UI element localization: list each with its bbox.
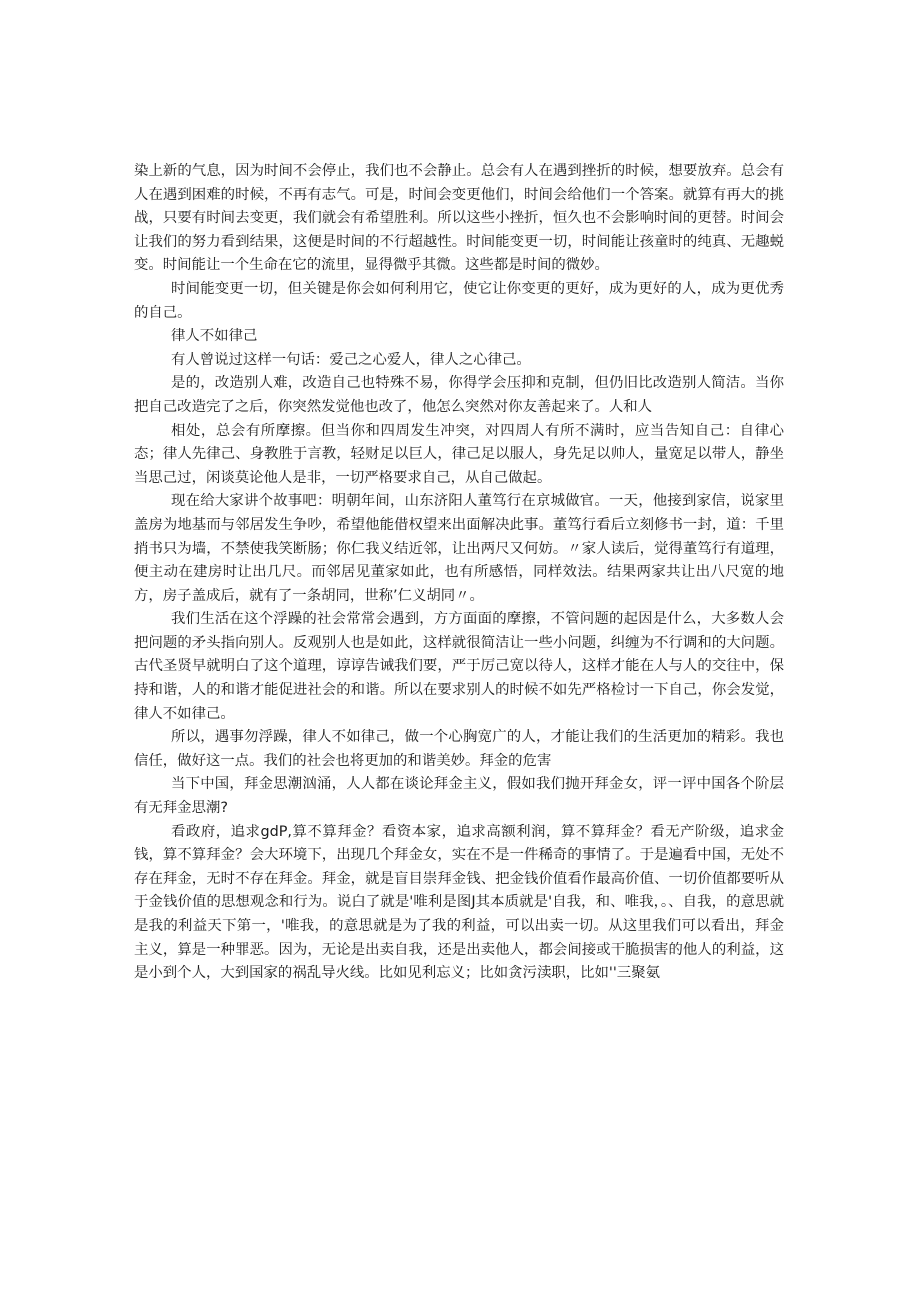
paragraph: 现在给大家讲个故事吧：明朝年间，山东济阳人董笃行在京城做官。一天，他接到家信，说家里盖房为地基而与邻居发生争吵，希望他能借权望来出面解决此事。董笃行看后立刻修书一封，道：千里捎书只为墙，不禁使我笑断肠；你仁我义结近邻，让出两尺又何妨。〃家人读后，觉得董笃行有道理，便主动在建房时让出几尺。而邻居见董家如此，也有所感悟，同样效法。结果两家共让出八尺宽的地方，房子盖成后，就有了一条胡同，世称’仁义胡同〃。 <box>134 493 784 604</box>
paragraph: 是的，改造别人难，改造自己也特殊不易，你得学会压抑和克制，但仍旧比改造别人简洁。当你把自己改造完了之后，你突然发觉他也改了，他怎么突然对你友善起来了。人和人 <box>134 375 784 415</box>
paragraph: 看政府，追求gdP,算不算拜金？看资本家，追求高额利润，算不算拜金？看无产阶级，追求金钱，算不算拜金？会大环境下，出现几个拜金女，实在不是一件稀奇的事情了。于是遍看中国，无处不存在拜金，无时不存在拜金。拜金，就是盲目崇拜金钱、把金钱价值看作最高价值、一切价值都要听从于金钱价值的思想观念和行为。说白了就是'唯利是图J其本质就是'自我，和、唯我，。、自我，的意思就是我的利益天下第一，'唯我，的意思就是为了我的利益，可以出卖一切。从这里我们可以看出，拜金主义，算是一种罪恶。因为，无论是出卖自我，还是出卖他人，都会间接或干脆损害的他人的利益，这是小到个人，大到国家的祸乱导火线。比如见利忘义；比如贪污渎职，比如''三聚氨 <box>134 823 784 982</box>
document-body <box>134 160 784 986</box>
paragraph: 当下中国，拜金思潮汹涌，人人都在谈论拜金主义，假如我们抛开拜金女，评一评中国各个阶层有无拜金思潮? <box>134 776 784 817</box>
section-heading: 律人不如律己 <box>171 328 258 345</box>
paragraph: 我们生活在这个浮躁的社会常常会遇到，方方面面的摩擦，不管问题的起因是什么，大多数人会把问题的矛头指向别人。反观别人也是如此，这样就很简洁让一些小问题，纠缠为不行调和的大问题。古代圣贤早就明白了这个道理，谆谆告诫我们要，严于厉己宽以待人，这样才能在人与人的交往中，保持和谐，人的和谐才能促进社会的和谐。所以在要求别人的时候不如先严格检讨一下自己，你会发觉，律人不如律己。 <box>134 611 784 722</box>
paragraph: 时间能变更一切，但关键是你会如何利用它，使它让你变更的更好，成为更好的人，成为更优秀的自己。 <box>134 280 784 321</box>
paragraph: 染上新的气息，因为时间不会停止，我们也不会静止。总会有人在遇到挫折的时候，想要放弃。总会有人在遇到困难的时候，不再有志气。可是，时间会变更他们，时间会给他们一个答案。就算有再大的挑战，只要有时间去变更，我们就会有希望胜利。所以这些小挫折，恒久也不会影响时间的更替。时间会让我们的努力看到结果，这便是时间的不行超越性。时间能变更一切，时间能让孩童时的纯真、无趣蜕变。时间能让一个生命在它的流里，显得微乎其微。这些都是时间的微妙。 <box>134 163 784 274</box>
paragraph: 所以，遇事勿浮躁，律人不如律己，做一个心胸宽广的人，才能让我们的生活更加的精彩。我也信任，做好这一点。我们的社会也将更加的和谐美妙。拜金的危害 <box>134 729 784 769</box>
paragraph: 相处，总会有所摩擦。但当你和四周发生冲突，对四周人有所不满时，应当告知自己：自律心态；律人先律己、身教胜于言教，轻财足以巨人，律己足以服人，身先足以帅人，量宽足以带人，静坐当思己过，闲谈莫论他人是非，一切严格要求自己，从自己做起。 <box>134 422 784 486</box>
paragraph: 有人曾说过这样一句话：爱己之心爱人，律人之心律己。 <box>171 351 531 368</box>
